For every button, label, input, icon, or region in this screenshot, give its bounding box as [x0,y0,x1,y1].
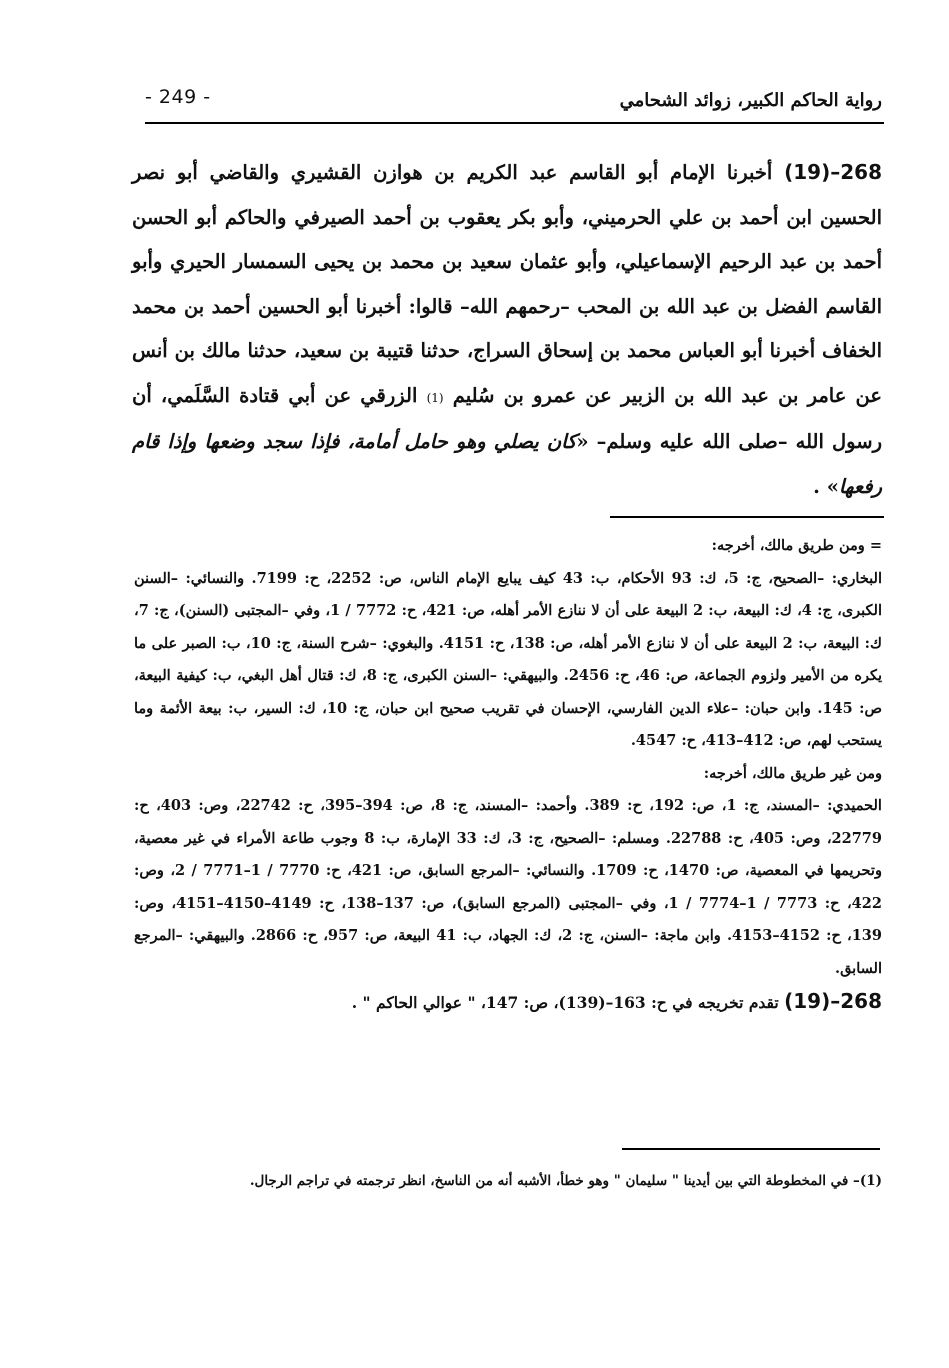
hadith-number: 268–(19) [784,160,882,184]
hadith-text-part3: » . [813,474,839,498]
running-title: رواية الحاكم الكبير، زوائد الشحامي [619,90,882,111]
takhrij-intro: = ومن طريق مالك، أخرجه: [711,537,882,554]
takhrij-section [134,530,882,1020]
takhrij-paragraph-malik: البخاري: –الصحيح، ج: 5، ك: 93 الأحكام، ب: 43 كيف يبايع الإمام الناس، ص: 2252، ح: 7199. والنسائي: –السنن الكبرى، ج: 4، ك: البيعة، ب: 2 البيعة على أن لا ننازع الأمر أهله، ص: 421، ح: 7772 / 1، وفي –المجتبى (السنن)، ج: 7، ك: البيعة، ب: 2 البيعة على أن لا ننازع الأمر أهله، ص: 138، ح: 4151. والبغوي: –شرح السنة، ج: 10، ب: الصبر على ما يكره من الأمير ولزوم الجماعة، ص: 46، ح: 2456. والبيهقي: –السنن الكبرى، ج: 8، ك: قتال أهل البغي، ب: كيفية البيعة، ص: 145. وابن حبان: –علاء الدين الفارسي، الإحسان في تقريب صحيح ابن حبان، ج: 10، ك: السير، ب: بيعة الأئمة وما يستحب لهم، ص: 412–413، ح: 4547. [134,569,883,749]
header-rule [145,122,884,124]
footnote-reference[interactable]: (1) [426,390,444,405]
page-header [145,84,882,122]
footnote-number: (1) [859,1173,882,1189]
takhrij-final-line [134,985,882,1020]
footnote-text: – في المخطوطة التي بين أيدينا " سليمان " وهو خطأ، الأشبه أنه من الناسخ، انظر ترجمته في تراجم الرجال. [249,1173,860,1189]
hadith-text [132,150,882,509]
footnote [190,1166,882,1196]
takhrij-other-heading: ومن غير طريق مالك، أخرجه: [703,764,882,782]
page-number: - 249 - [145,86,211,108]
hadith-text-part2: الزرقي عن أبي قتادة السَّلَمي، أن رسول الله –صلى الله عليه وسلم– « [132,383,882,453]
hadith-matn: كان يصلي وهو حامل أمامة، فإذا سجد وضعها وإذا قام رفعها [132,430,882,498]
hadith-text-part1: أخبرنا الإمام أبو القاسم عبد الكريم بن هوازن القشيري والقاضي أبو نصر الحسين ابن أحمد بن علي الحرميني، وأبو بكر يعقوب بن أحمد الصيرفي والحاكم أبو الحسن أحمد بن عبد الرحيم الإسماعيلي، وأبو عثمان سعيد بن محمد بن يحيى السمسار الحيري وأبو القاسم الفضل بن عبد الله بن المحب –رحمهم الله– قالوا: أخبرنا أبو الحسين أحمد بن محمد الخفاف أخبرنا أبو العباس محمد بن إسحاق السراج، حدثنا قتيبة بن سعيد، حدثنا مالك بن أنس عن عامر بن عبد الله بن الزبير عن عمرو بن سُليم [132,161,882,407]
takhrij-paragraph-other: الحميدي: –المسند، ج: 1، ص: 192، ح: 389. وأحمد: –المسند، ج: 8، ص: 394–395، ح: 22742، وص: 403، ح: 22779، وص: 405، ح: 22788. ومسلم: –الصحيح، ج: 3، ك: 33 الإمارة، ب: 8 وجوب طاعة الأمراء في غير معصية، وتحريمها في المعصية، ص: 1470، ح: 1709. والنسائي: –المرجع السابق، ص: 421، ح: 7770 / 1–7771 / 2، وص: 422، ح: 7773 / 1–7774 / 1، وفي –المجتبى (المرجع السابق)، ص: 137–138، ح: 4149–4150–4151، وص: 139، ح: 4152–4153. وابن ماجة: –السنن، ج: 2، ك: الجهاد، ب: 41 البيعة، ص: 957، ح: 2866. والبيهقي: –المرجع السابق. [134,797,882,977]
footnote-rule [622,1148,880,1150]
takhrij-hadith-number: 268–(19) [784,989,882,1013]
takhrij-final-text: تقدم تخريجه في ح: 163–(139)، ص: 147، " عوالي الحاكم " . [351,993,785,1012]
takhrij-rule [610,516,884,518]
